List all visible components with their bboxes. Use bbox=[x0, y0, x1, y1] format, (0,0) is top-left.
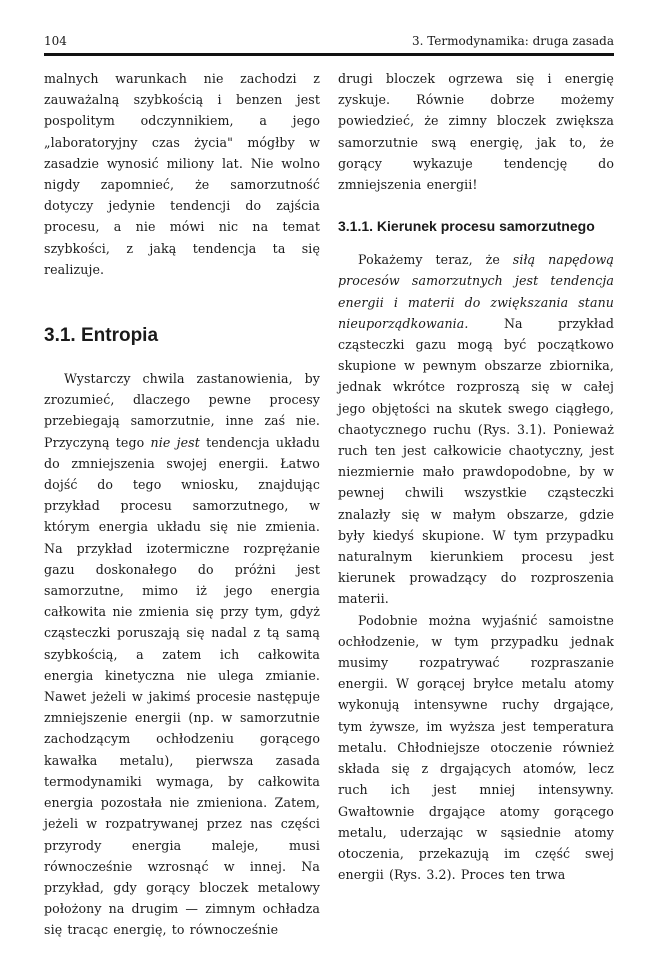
paragraph: drugi bloczek ogrzewa się i energię zyskuje. Równie dobrze możemy powiedzieć, że zimny bloczek zwiększa samorzutnie swą energię, jak to, że gorący wykazuje tendencję do zmniejszenia energii! bbox=[338, 71, 614, 193]
emphasis: siłą napędową procesów samorzutnych jest tendencja energii i materii do zwiększania stanu nieuporządkowania. bbox=[338, 252, 614, 331]
header-rule bbox=[44, 53, 614, 56]
paragraph: Wystarczy chwila zastanowienia, by zrozumieć, dlaczego pewne procesy przebiegają samorzutnie, inne zaś nie. Przyczyną tego nie jest tendencja układu do zmniejszenia swojej energii. Łatwo dojść do tego wniosku, znajdując przykład procesu samorzutnego, w którym energia układu się nie zmienia. Na przykład izotermiczne rozprężanie gazu doskonałego do próżni jest samorzutne, mimo iż jego energia całkowita nie zmienia się przy tym, gdyż cząsteczki poruszają się nadal z tą samą szybkością, a zatem ich całkowita energia kinetyczna nie ulega zmianie. Nawet jeżeli w jakimś procesie następuje zmniejszenie energii (np. w samorzutnie zachodzącym ochłodzeniu gorącego kawałka metalu), pierwsza zasada termodynamiki wymaga, by całkowita energia pozostała nie zmieniona. Zatem, jeżeli w rozpatrywanej przez nas części przyrody energia maleje, musi równocześnie wzrosnąć w innej. Na przykład, gdy gorący bloczek metalowy położony na drugim — zimnym ochładza się tracąc energię, to równocześnie bbox=[44, 371, 320, 938]
paragraph: Podobnie można wyjaśnić samoistne ochłodzenie, w tym przypadku jednak musimy rozpatrywać rozpraszanie energii. W gorącej bryłce metalu atomy wykonują intensywne ruchy drgające, tym żywsze, im wyższa jest temperatura metalu. Chłodniejsze otoczenie również składa się z drgających atomów, lecz ruch ich jest mniej intensywny. Gwałtownie drgające atomy gorącego metalu, uderzając w sąsiednie atomy otoczenia, przekazują im część swej energii (Rys. 3.2). Proces ten trwa bbox=[338, 612, 614, 883]
running-title: 3. Termodynamika: druga zasada bbox=[411, 34, 614, 48]
page-header bbox=[44, 34, 614, 54]
left-column bbox=[44, 68, 320, 941]
right-column bbox=[338, 68, 614, 885]
section-heading: 3.1. Entropia bbox=[44, 325, 159, 347]
page-number: 104 bbox=[44, 34, 67, 48]
paragraph: Pokażemy teraz, że siłą napędową procesów samorzutnych jest tendencja energii i materii do zwiększania stanu nieuporządkowania. Na przykład cząsteczki gazu mogą być początkowo skupione w pewnym obszarze zbiornika, jednak wkrótce rozproszą się w całej jego objętości na skutek swego ciągłego, chaotycznego ruchu (Rys. 3.1). Ponieważ ruch ten jest całkowicie chaotyczny, jest niezmiernie mało prawdopodobne, by w pewnej chwili wszystkie cząsteczki znalazły się w małym obszarze, gdzie były kiedyś skupione. W tym przypadku naturalnym kierunkiem procesu jest kierunek prowadzący do rozproszenia materii. bbox=[338, 252, 614, 607]
emphasis: nie jest bbox=[150, 434, 200, 450]
paragraph: malnych warunkach nie zachodzi z zauważalną szybkością i benzen jest pospolitym odczynnikiem, a jego „laboratoryjny czas życia" mógłby w zasadzie wynosić miliony lat. Nie wolno nigdy zapomnieć, że samorzutność dotyczy jedynie tendencji do zajścia procesu, a nie mówi nic na temat szybkości, z jaką tendencja ta się realizuje. bbox=[44, 71, 320, 277]
subsection-heading: 3.1.1. Kierunek procesu samorzutnego bbox=[338, 218, 595, 235]
